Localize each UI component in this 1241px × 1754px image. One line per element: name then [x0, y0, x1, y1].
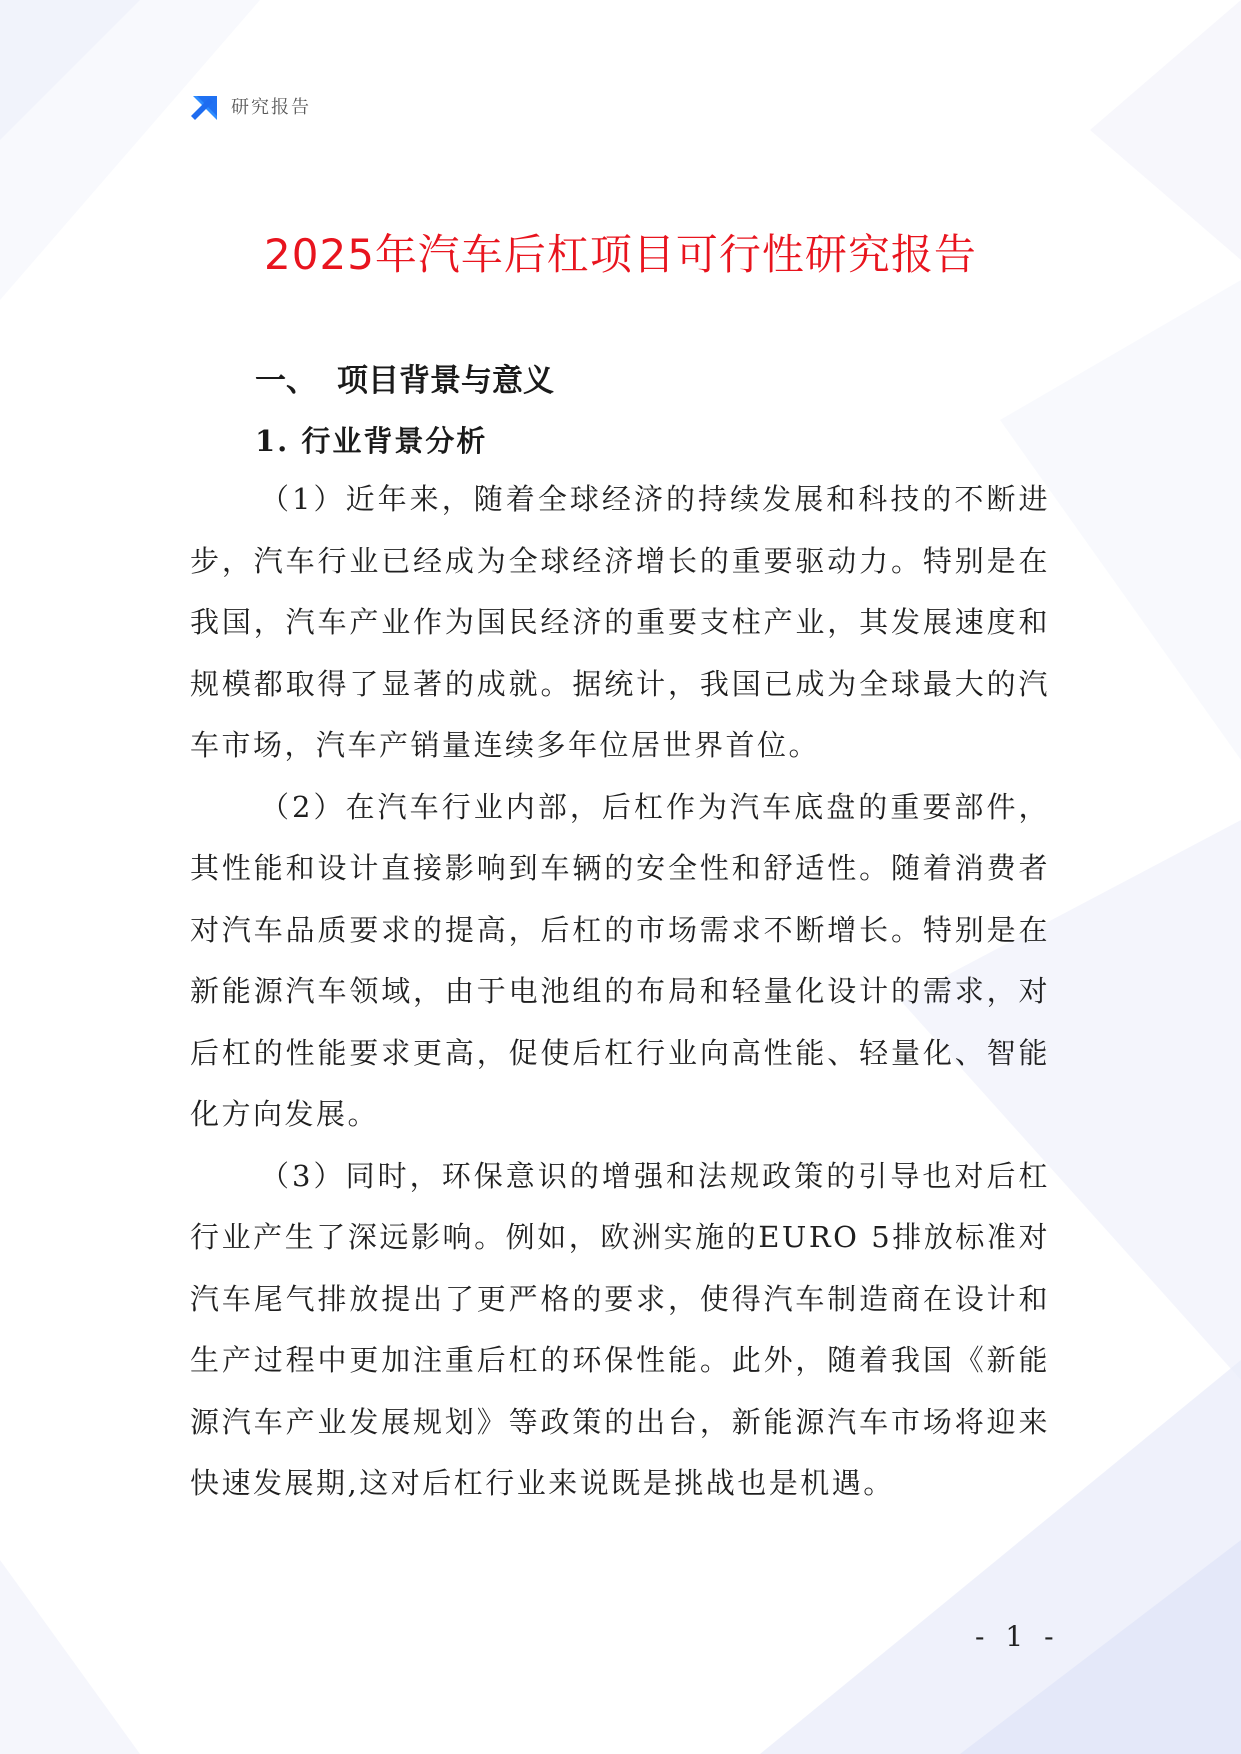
section-number: 一、: [255, 363, 317, 399]
paragraph-1: （1）近年来，随着全球经济的持续发展和科技的不断进步，汽车行业已经成为全球经济增长的重要驱动力。特别是在我国，汽车产业作为国民经济的重要支柱产业，其发展速度和规模都取得了显著的成就。据统计，我国已成为全球最大的汽车市场，汽车产销量连续多年位居世界首位。: [190, 482, 1050, 762]
header-label: 研究报告: [231, 97, 311, 118]
subsection-heading: 1. 行业背景分析: [255, 424, 488, 458]
document-body: [190, 355, 1050, 1515]
paragraph-3: （3）同时，环保意识的增强和法规政策的引导也对后杠行业产生了深远影响。例如，欧洲实施的EURO 5排放标准对汽车尾气排放提出了更严格的要求，使得汽车制造商在设计和生产过程中更加注重后杠的环保性能。此外，随着我国《新能源汽车产业发展规划》等政策的出台，新能源汽车市场将迎来快速发展期,这对后杠行业来说既是挑战也是机遇。: [190, 1158, 1050, 1500]
section-heading: [190, 355, 1050, 407]
report-header: [187, 90, 311, 122]
arrow-up-right-icon: [187, 90, 219, 122]
page-number: - 1 -: [975, 1620, 1060, 1653]
document-title: 2025年汽车后杠项目可行性研究报告: [264, 230, 977, 279]
paragraph-2: （2）在汽车行业内部，后杠作为汽车底盘的重要部件，其性能和设计直接影响到车辆的安全性和舒适性。随着消费者对汽车品质要求的提高，后杠的市场需求不断增长。特别是在新能源汽车领域，由于电池组的布局和轻量化设计的需求，对后杠的性能要求更高，促使后杠行业向高性能、轻量化、智能化方向发展。: [190, 789, 1050, 1131]
section-heading-text: 项目背景与意义: [337, 363, 554, 399]
